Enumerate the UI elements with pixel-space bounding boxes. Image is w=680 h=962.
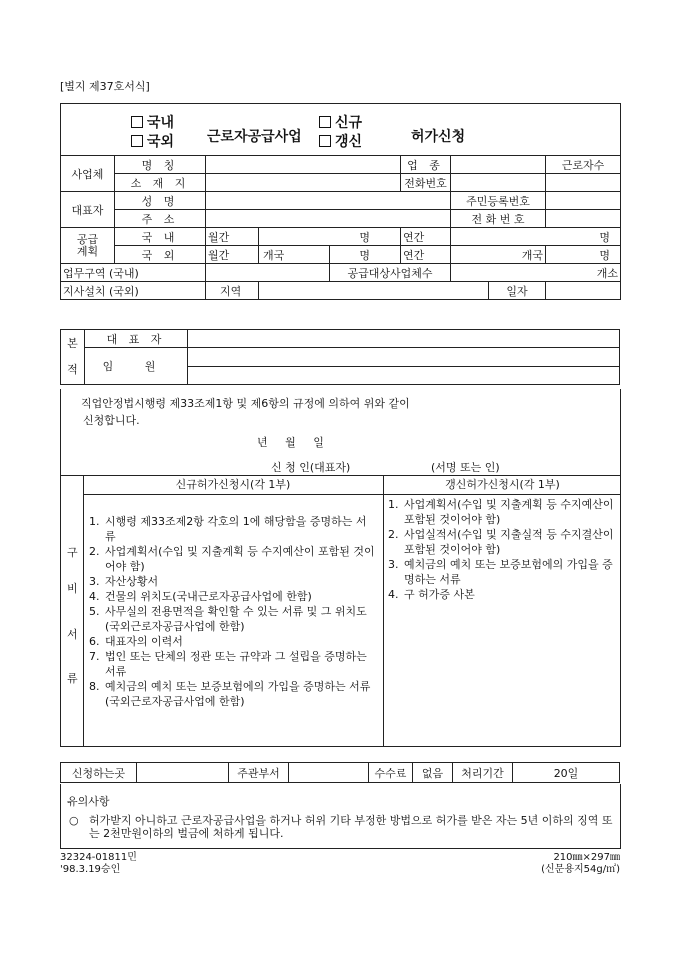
new-doc-item-number: 8. [89, 680, 100, 693]
supply-domestic-yearly-unit[interactable]: 명 [451, 228, 621, 246]
hq-label [61, 330, 85, 385]
business-name-label: 명 칭 [115, 156, 206, 174]
rrn-field[interactable] [546, 192, 621, 210]
docs-label-4: 류 [67, 672, 78, 685]
new-doc-item [89, 679, 377, 709]
docs-label-2: 비 [67, 582, 78, 595]
opt-overseas: 국외 [147, 134, 175, 150]
paper-type: (신문용지54g/㎡) [541, 864, 620, 875]
new-doc-item-text: 건물의 위치도(국내근로자공급사업에 한함) [105, 590, 312, 603]
form-number: [별지 제37호서식] [60, 80, 150, 93]
new-doc-item-number: 3. [89, 575, 100, 588]
docs-block [60, 475, 621, 747]
renew-doc-item-number: 1. [388, 498, 399, 511]
branch-label: 지사설치 (국외) [61, 282, 206, 300]
new-doc-item-text: 사무실의 전용면적을 확인할 수 있는 서류 및 그 위치도(국외근로자공급사업에 한함) [105, 605, 367, 633]
hq-officer-label: 임 원 [85, 348, 188, 385]
new-doc-item-number: 1. [89, 515, 100, 528]
renew-doc-item [388, 527, 615, 557]
new-doc-item-text: 자산상황서 [105, 575, 159, 588]
workers-field[interactable] [546, 174, 621, 192]
renew-docs-list [384, 495, 621, 602]
business-name-field[interactable] [206, 156, 401, 174]
new-doc-item-text: 시행령 제33조제2항 각호의 1에 해당함을 증명하는 서류 [105, 515, 367, 543]
supply-domestic-yearly: 연간 [401, 228, 451, 246]
branch-region-label: 지역 [206, 282, 259, 300]
supply-overseas-monthly: 월간 [206, 246, 259, 264]
declaration-text-2: 신청합니다. [83, 414, 140, 427]
hq-table [60, 329, 620, 385]
location-field[interactable] [206, 174, 401, 192]
new-doc-item-text: 사업계획서(수입 및 지출계획 등 수지예산이 포함된 것이어야 함) [105, 545, 375, 573]
new-doc-item-number: 7. [89, 650, 100, 663]
hq-officer-field-1[interactable] [188, 348, 620, 367]
new-doc-item-text: 예치금의 예치 또는 보증보험에의 가입을 증명하는 서류(국외근로자공급사업에 한함) [105, 680, 371, 708]
new-doc-item [89, 544, 377, 574]
checkbox-renew[interactable] [319, 135, 331, 147]
renew-doc-item [388, 497, 615, 527]
application-table [60, 155, 621, 300]
new-doc-item-number: 5. [89, 605, 100, 618]
new-doc-item [89, 574, 377, 589]
new-docs-header: 신규허가신청시(각 1부) [83, 476, 384, 495]
renew-doc-item-text: 예치금의 예치 또는 보증보험에의 가입을 증명하는 서류 [404, 558, 613, 586]
docs-label-3: 서 [67, 628, 78, 641]
supply-overseas-yearly-countries[interactable]: 개국 [451, 246, 546, 264]
opt-renew: 갱신 [335, 134, 363, 150]
renew-docs-header: 갱신허가신청시(각 1부) [384, 476, 621, 495]
rep-name-label: 성 명 [115, 192, 206, 210]
new-doc-item-text: 대표자의 이력서 [105, 635, 183, 648]
declaration-block [60, 389, 621, 476]
rrn-label: 주민등록번호 [451, 192, 546, 210]
paper-size: 210㎜×297㎜ [553, 852, 620, 863]
new-doc-item [89, 634, 377, 649]
supply-overseas-yearly: 연간 [401, 246, 451, 264]
notes-block [60, 784, 621, 849]
renew-doc-item-text: 사업실적서(수입 및 지출실적 등 수지결산이 포함된 것이어야 함) [404, 528, 614, 556]
workers-label: 근로자수 [546, 156, 621, 174]
supply-overseas-monthly-unit[interactable]: 명 [330, 246, 401, 264]
opt-new: 신규 [335, 115, 363, 131]
supply-overseas-yearly-unit[interactable]: 명 [546, 246, 621, 264]
processing-table [60, 762, 620, 783]
period-label: 처리기간 [453, 763, 513, 783]
hq-label-2: 적 [67, 363, 78, 376]
business-phone-label: 전화번호 [401, 174, 451, 192]
area-field[interactable] [206, 264, 330, 282]
area-label: 업무구역 (국내) [61, 264, 206, 282]
supply-label-1: 공급 [76, 232, 99, 246]
business-phone-field[interactable] [451, 174, 546, 192]
supply-domestic-monthly: 월간 [206, 228, 259, 246]
dept-field[interactable] [289, 763, 369, 783]
location-label: 소 재 지 [115, 174, 206, 192]
renew-doc-item-number: 3. [388, 558, 399, 571]
area-count-unit[interactable]: 개소 [451, 264, 621, 282]
renew-doc-item [388, 587, 615, 602]
fee-label: 수수료 [369, 763, 413, 783]
new-doc-item [89, 589, 377, 604]
new-doc-item-number: 6. [89, 635, 100, 648]
title-suffix: 허가신청 [411, 129, 466, 145]
renew-doc-item-number: 4. [388, 588, 399, 601]
supply-domestic-label: 국 내 [115, 228, 206, 246]
new-doc-item-number: 4. [89, 590, 100, 603]
notes-title: 유의사항 [67, 795, 110, 808]
supply-overseas-label: 국 외 [115, 246, 206, 264]
renew-doc-item-text: 사업계획서(수입 및 지출계획 등 수지예산이 포함된 것이어야 함) [404, 498, 614, 526]
new-doc-item [89, 604, 377, 634]
docs-label-1: 구 [67, 546, 78, 559]
hq-officer-field-2[interactable] [188, 366, 620, 385]
branch-region-field[interactable] [259, 282, 489, 300]
new-doc-item-number: 2. [89, 545, 100, 558]
rep-phone-label: 전 화 번 호 [451, 210, 546, 228]
notes-text: 허가받지 아니하고 근로자공급사업을 하거나 허위 기타 부정한 방법으로 허가를 받은 자는 5년 이하의 징역 또는 2천만원이하의 벌금에 처하게 됩니다. [89, 814, 613, 840]
fee-value: 없음 [413, 763, 453, 783]
business-type-label: 업 종 [401, 156, 451, 174]
title-block [60, 103, 621, 156]
rep-addr-field[interactable] [206, 210, 451, 228]
business-label: 사업체 [61, 156, 115, 192]
renew-doc-item-text: 구 허가증 사본 [404, 588, 475, 601]
where-field[interactable] [137, 763, 229, 783]
supply-overseas-countries[interactable]: 개국 [259, 246, 330, 264]
checkbox-overseas[interactable] [131, 135, 143, 147]
signature-label[interactable]: (서명 또는 인) [431, 461, 500, 474]
new-doc-item [89, 649, 377, 679]
branch-date-field[interactable] [546, 282, 621, 300]
dept-label: 주관부서 [229, 763, 289, 783]
supply-domestic-monthly-unit[interactable]: 명 [259, 228, 401, 246]
area-count-label: 공급대상사업체수 [330, 264, 451, 282]
declaration-text-1: 직업안정법시행령 제33조제1항 및 제6항의 규정에 의하여 위와 같이 [81, 397, 410, 410]
hq-rep-field[interactable] [188, 330, 620, 348]
renew-doc-item [388, 557, 615, 587]
new-docs-list [89, 514, 377, 709]
notes-bullet: ○ [69, 814, 79, 827]
new-doc-item [89, 514, 377, 544]
form-code: 32324-01811민 [60, 852, 137, 863]
branch-date-label: 일자 [489, 282, 546, 300]
period-value: 20일 [513, 763, 620, 783]
renew-doc-item-number: 2. [388, 528, 399, 541]
supply-label-2: 계획 [76, 244, 99, 258]
opt-domestic: 국내 [147, 115, 175, 131]
hq-label-1: 본 [67, 337, 78, 350]
supply-label [61, 228, 115, 264]
rep-label: 대표자 [61, 192, 115, 228]
checkbox-domestic[interactable] [131, 116, 143, 128]
hq-rep-label: 대 표 자 [85, 330, 188, 348]
approval-date: '98.3.19승인 [60, 864, 121, 875]
where-label: 신청하는곳 [61, 763, 137, 783]
title-main: 근로자공급사업 [207, 129, 302, 145]
new-doc-item-text: 법인 또는 단체의 정관 또는 규약과 그 설립을 증명하는 서류 [105, 650, 367, 678]
rep-phone-field[interactable] [546, 210, 621, 228]
checkbox-new[interactable] [319, 116, 331, 128]
rep-addr-label: 주 소 [115, 210, 206, 228]
rep-name-field[interactable] [206, 192, 451, 210]
applicant-label: 신 청 인(대표자) [271, 461, 351, 474]
business-type-field[interactable] [451, 156, 546, 174]
declaration-date[interactable]: 년 월 일 [257, 436, 324, 449]
